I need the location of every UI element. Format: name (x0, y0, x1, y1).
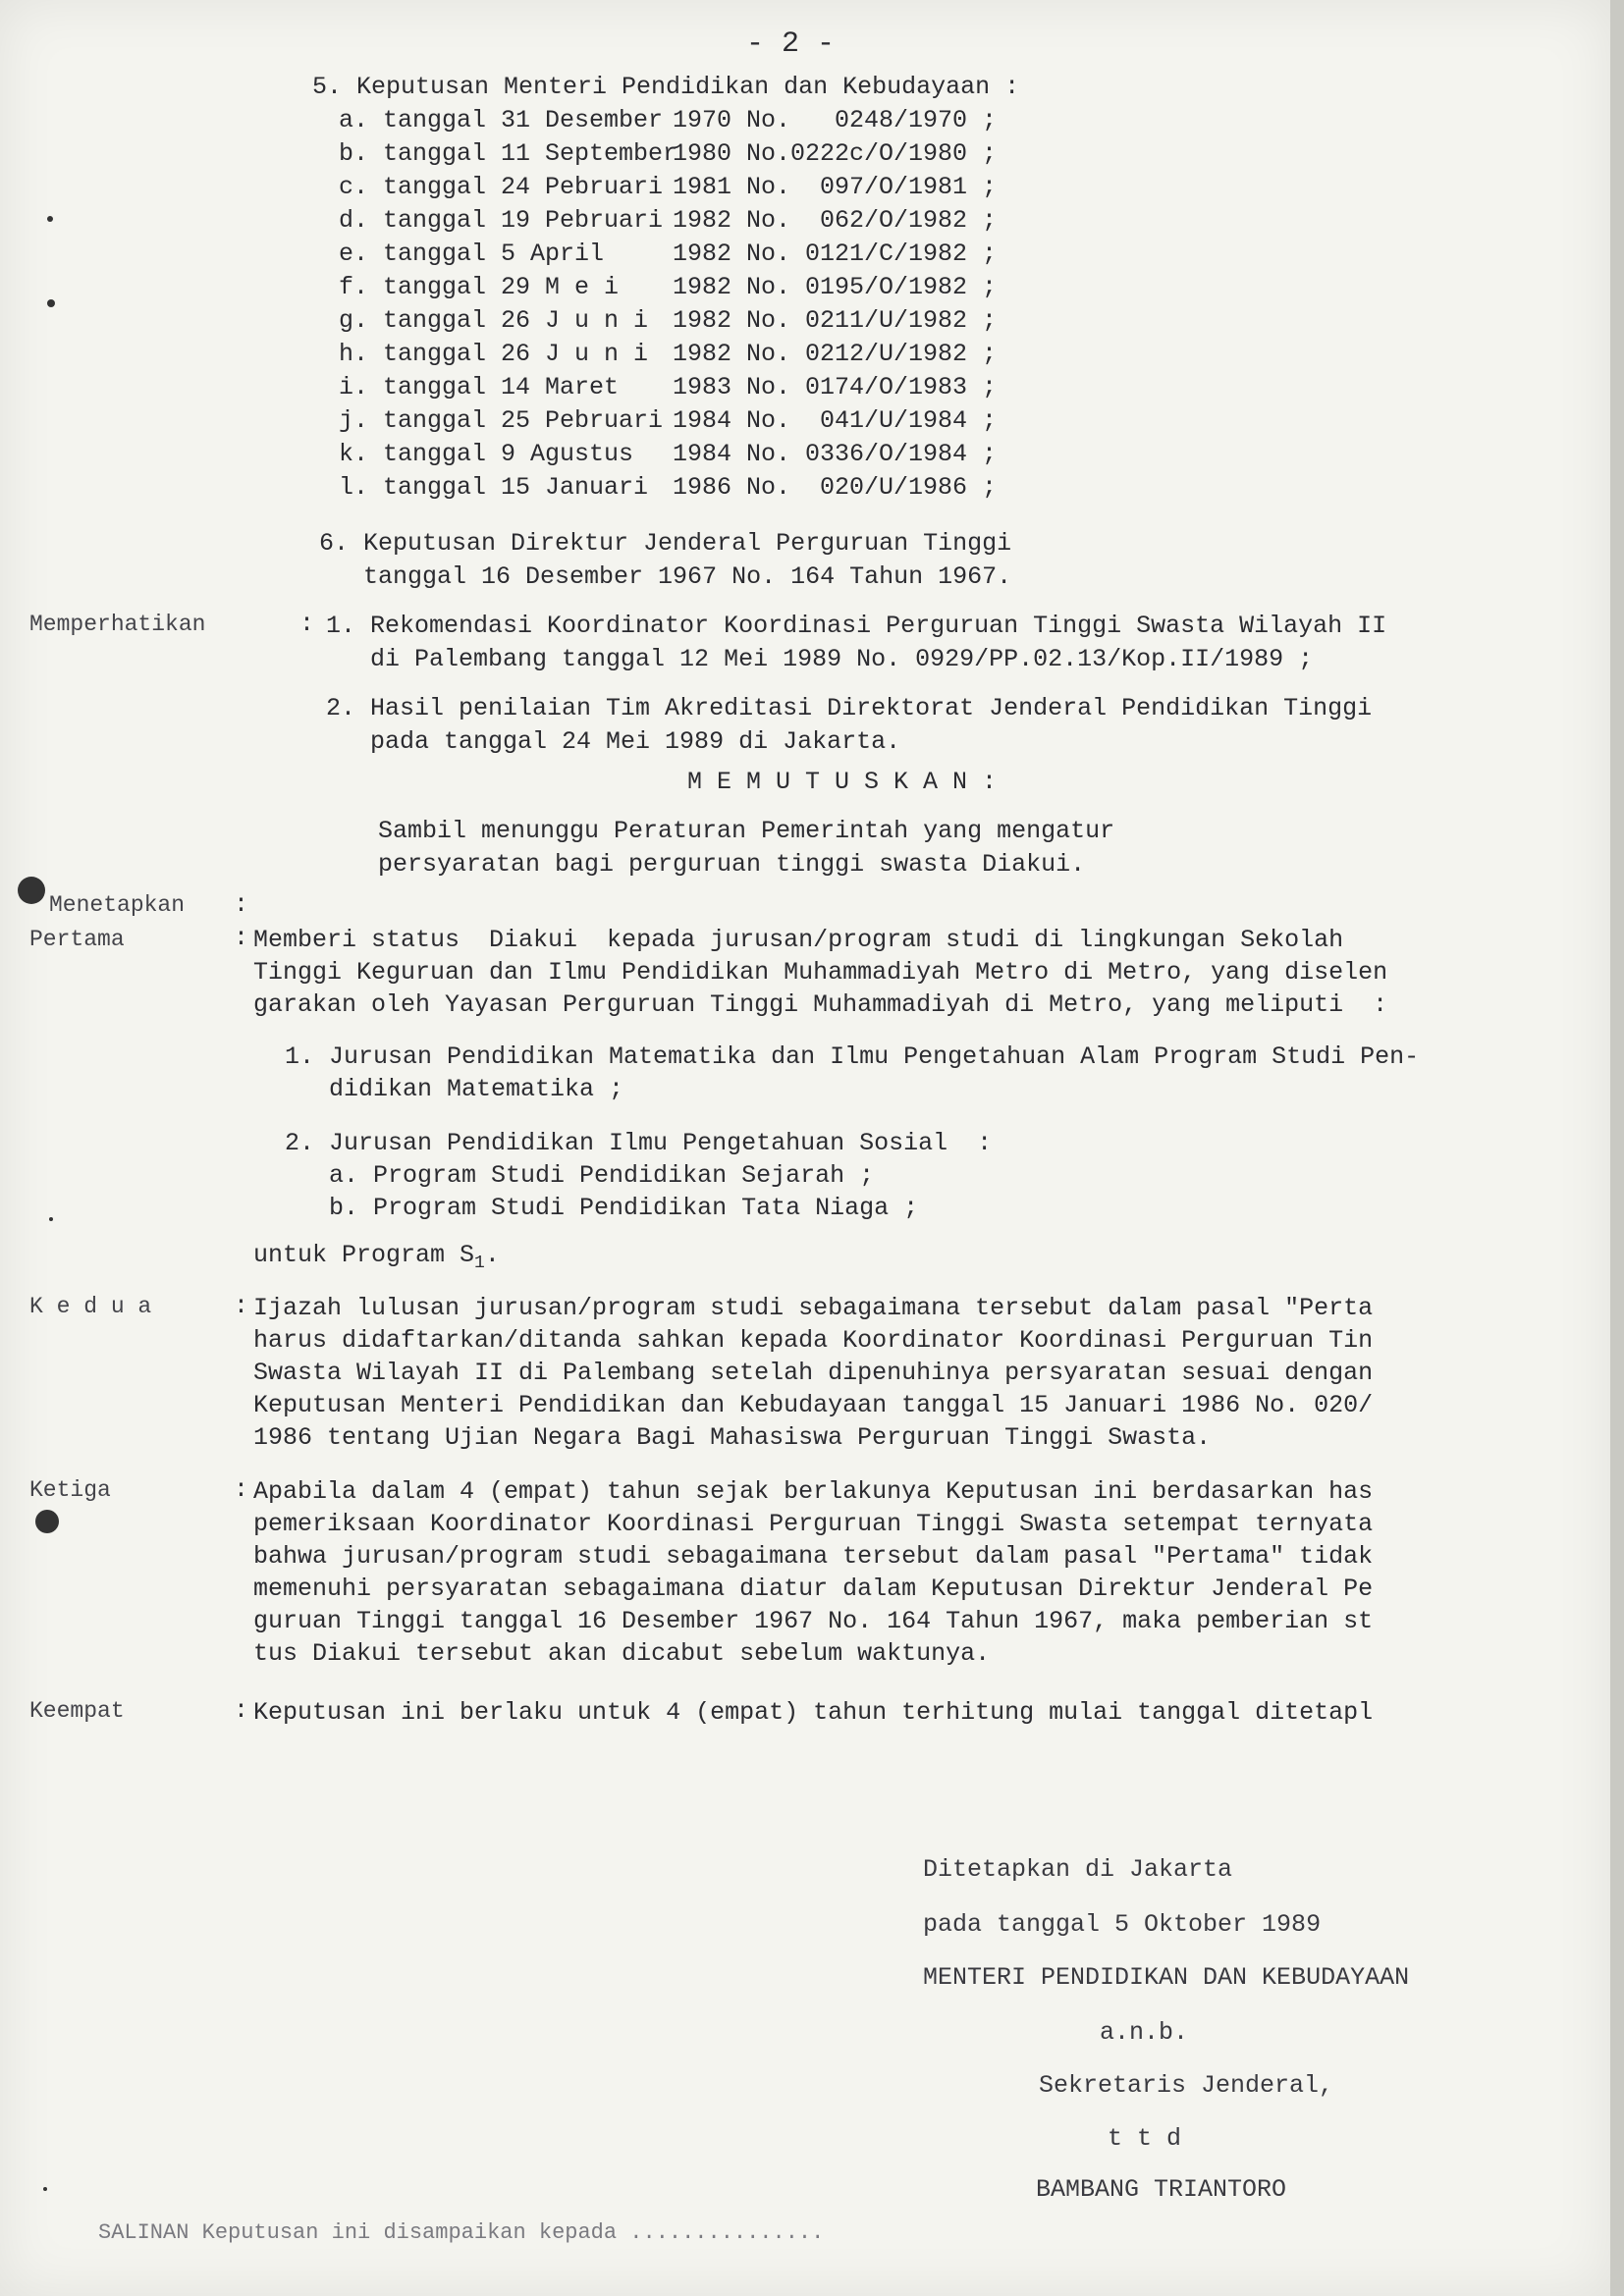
kedua-line4: Keputusan Menteri Pendidikan dan Kebudayaan tanggal 15 Januari 1986 No. 020/ (253, 1391, 1374, 1419)
ketiga-label: Ketiga (29, 1477, 111, 1503)
ketiga-line1: Apabila dalam 4 (empat) tahun sejak berlakunya Keputusan ini berdasarkan has (253, 1477, 1374, 1506)
list-item: e. tanggal 5 April 1982 No. 0121/C/1982 ; (339, 240, 997, 268)
list-item: l. tanggal 15 Januari 1986 No. 020/U/1986 ; (339, 473, 997, 502)
ketiga-line2: pemeriksaan Koordinator Koordinasi Perguruan Tinggi Swasta setempat ternyata (253, 1510, 1374, 1538)
keempat-label: Keempat (29, 1698, 125, 1724)
sambil-line2: persyaratan bagi perguruan tinggi swasta Diakui. (378, 850, 1086, 879)
memperhatikan-p2-line1: 2. Hasil penilaian Tim Akreditasi Direktorat Jenderal Pendidikan Tinggi (326, 694, 1373, 722)
item6-line1: 6. Keputusan Direktur Jenderal Perguruan Tinggi (319, 529, 1012, 558)
decree-list (339, 104, 997, 505)
list-item: k. tanggal 9 Agustus 1984 No. 0336/O/1984 ; (339, 440, 997, 468)
sambil-line1: Sambil menunggu Peraturan Pemerintah yang mengatur (378, 817, 1115, 845)
ketiga-line3: bahwa jurusan/program studi sebagaimana tersebut dalam pasal "Pertama" tidak (253, 1542, 1374, 1571)
colon: : (234, 890, 249, 919)
colon: : (234, 1475, 249, 1504)
page-number: - 2 - (746, 27, 836, 61)
list-item: c. tanggal 24 Pebruari 1981 No. 097/O/1981 ; (339, 173, 997, 201)
colon: : (234, 924, 249, 952)
jurusan2-b: b. Program Studi Pendidikan Tata Niaga ; (285, 1194, 919, 1222)
untuk-program: untuk Program $S_1$. (253, 1241, 500, 1273)
list-item: d. tanggal 19 Pebruari 1982 No. 062/O/1982 ; (339, 206, 997, 235)
pertama-line3: garakan oleh Yayasan Perguruan Tinggi Muhammadiyah di Metro, yang meliputi : (253, 990, 1388, 1019)
signature-place: Ditetapkan di Jakarta (923, 1855, 1233, 1884)
colon: : (234, 1696, 249, 1725)
pertama-label: Pertama (29, 927, 125, 952)
scan-speck (43, 2187, 47, 2191)
memperhatikan-p1-line2: di Palembang tanggal 12 Mei 1989 No. 0929/PP.02.13/Kop.II/1989 ; (326, 645, 1314, 673)
signature-ttd: t t d (1108, 2124, 1182, 2153)
signature-office: MENTERI PENDIDIKAN DAN KEBUDAYAAN (923, 1963, 1410, 1992)
signature-date: pada tanggal 5 Oktober 1989 (923, 1910, 1322, 1939)
ketiga-line5: guruan Tinggi tanggal 16 Desember 1967 No. 164 Tahun 1967, maka pemberian st (253, 1607, 1374, 1635)
jurusan1-line2: didikan Matematika ; (285, 1075, 624, 1103)
list-item: j. tanggal 25 Pebruari 1984 No. 041/U/1984 ; (339, 406, 997, 435)
list-item: h. tanggal 26 J u n i 1982 No. 0212/U/1982 ; (339, 340, 997, 368)
scan-speck (49, 1217, 53, 1221)
pertama-line2: Tinggi Keguruan dan Ilmu Pendidikan Muhammadiyah Metro di Metro, yang diselen (253, 958, 1388, 987)
jurusan2-line1: 2. Jurusan Pendidikan Ilmu Pengetahuan Sosial : (285, 1129, 993, 1157)
kedua-label: K e d u a (29, 1294, 152, 1319)
kedua-line2: harus didaftarkan/ditanda sahkan kepada Koordinator Koordinasi Perguruan Tin (253, 1326, 1374, 1355)
signature-name: BAMBANG TRIANTORO (1036, 2175, 1287, 2204)
ketiga-line6: tus Diakui tersebut akan dicabut sebelum waktunya. (253, 1639, 991, 1668)
signature-anb: a.n.b. (1100, 2018, 1189, 2047)
ketiga-line4: memenuhi persyaratan sebagaimana diatur dalam Keputusan Direktur Jenderal Pe (253, 1575, 1374, 1603)
footer-distribution: SALINAN Keputusan ini disampaikan kepada ............... (98, 2220, 825, 2245)
list-item: a. tanggal 31 Desember 1970 No. 0248/1970 ; (339, 106, 997, 134)
item6-line2: tanggal 16 Desember 1967 No. 164 Tahun 1967. (319, 562, 1012, 591)
jurusan1-line1: 1. Jurusan Pendidikan Matematika dan Ilmu Pengetahuan Alam Program Studi Pen- (285, 1042, 1420, 1071)
kedua-line5: 1986 tentang Ujian Negara Bagi Mahasiswa Perguruan Tinggi Swasta. (253, 1423, 1212, 1452)
colon: : (234, 1292, 249, 1320)
list-item: i. tanggal 14 Maret 1983 No. 0174/O/1983 ; (339, 373, 997, 401)
stamp-mark (35, 1510, 59, 1533)
memperhatikan-p1-line1: 1. Rekomendasi Koordinator Koordinasi Perguruan Tinggi Swasta Wilayah II (326, 612, 1387, 640)
memperhatikan-label: Memperhatikan (29, 612, 206, 637)
pertama-line1: Memberi status Diakui kepada jurusan/program studi di lingkungan Sekolah (253, 926, 1344, 954)
menetapkan-label: Menetapkan (49, 892, 186, 918)
jurusan2-a: a. Program Studi Pendidikan Sejarah ; (285, 1161, 875, 1190)
kedua-line1: Ijazah lulusan jurusan/program studi sebagaimana tersebut dalam pasal "Perta (253, 1294, 1374, 1322)
list-item: f. tanggal 29 M e i 1982 No. 0195/O/1982 ; (339, 273, 997, 301)
list-item: g. tanggal 26 J u n i 1982 No. 0211/U/1982 ; (339, 306, 997, 335)
list-item: b. tanggal 11 September 1980 No. 0222c/O/1980 ; (339, 139, 997, 168)
stamp-mark (18, 877, 45, 904)
keempat-line1: Keputusan ini berlaku untuk 4 (empat) tahun terhitung mulai tanggal ditetapl (253, 1698, 1374, 1727)
colon: : (299, 610, 315, 638)
scan-speck (47, 216, 53, 222)
item5-title: 5. Keputusan Menteri Pendidikan dan Kebudayaan : (312, 73, 1020, 101)
kedua-line3: Swasta Wilayah II di Palembang setelah dipenuhinya persyaratan sesuai dengan (253, 1359, 1374, 1387)
memutuskan-heading: M E M U T U S K A N : (687, 768, 998, 796)
signature-title: Sekretaris Jenderal, (1039, 2071, 1334, 2100)
memperhatikan-p2-line2: pada tanggal 24 Mei 1989 di Jakarta. (326, 727, 901, 756)
scan-speck (47, 299, 55, 307)
